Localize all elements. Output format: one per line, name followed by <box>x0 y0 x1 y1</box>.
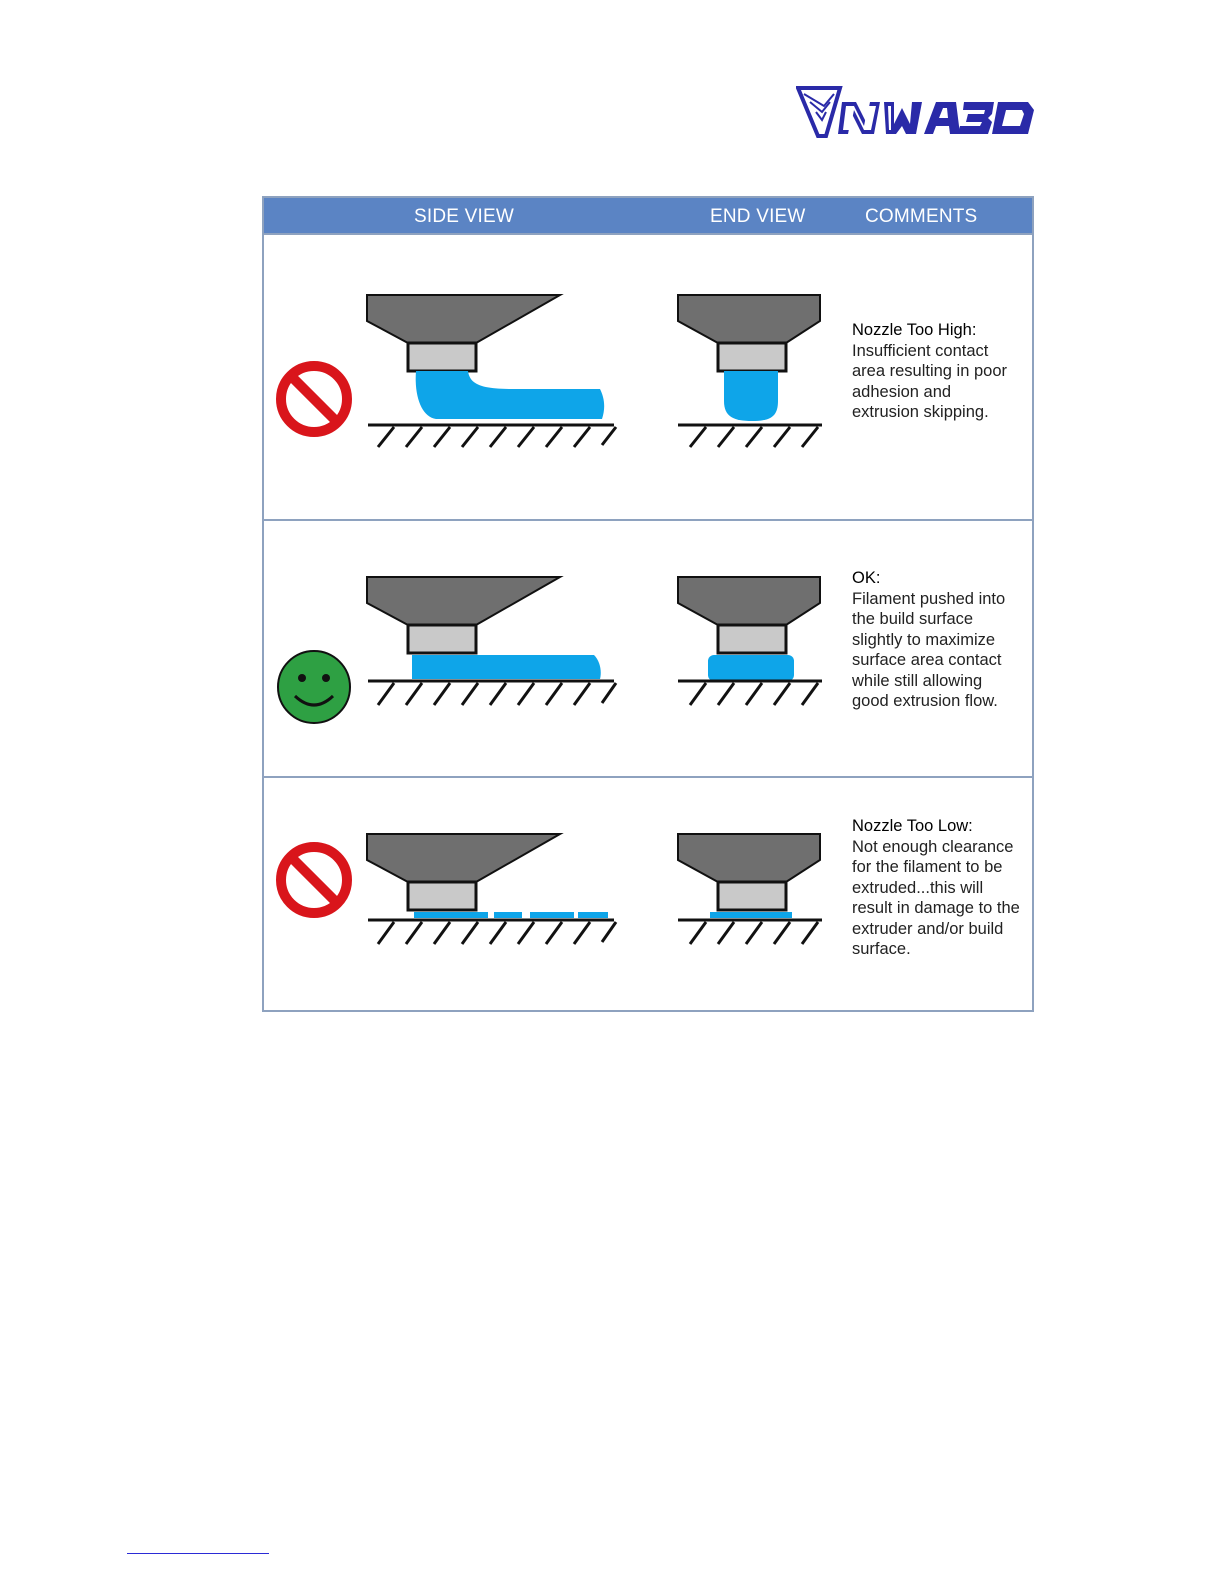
logo-mark-icon <box>796 84 1036 144</box>
header-comments: COMMENTS <box>865 206 978 227</box>
side-view-ok <box>364 575 618 733</box>
header-end-view: END VIEW <box>710 206 806 227</box>
header-side-view: SIDE VIEW <box>414 206 514 227</box>
table-row <box>264 521 1032 778</box>
comment-body: Insufficient contact area resulting in poor adhesion and extrusion skipping. <box>852 341 1008 421</box>
comment-nozzle-low <box>852 816 1022 960</box>
comment-title: Nozzle Too High: <box>852 321 977 339</box>
comment-body: Not enough clearance for the filament to be extruded...this will result in damage to the extruder and/or build surface. <box>852 837 1020 958</box>
table-row <box>264 235 1032 521</box>
end-view-nozzle-low <box>676 832 826 990</box>
prohibited-icon <box>275 841 353 919</box>
comment-title: Nozzle Too Low: <box>852 817 973 835</box>
smiley-icon <box>275 648 353 726</box>
side-view-nozzle-high <box>364 293 618 451</box>
table-row <box>264 778 1032 1010</box>
side-view-nozzle-low <box>364 832 618 990</box>
end-view-ok <box>676 575 826 733</box>
end-view-nozzle-high <box>676 293 826 451</box>
nwa3d-logo <box>796 84 1036 144</box>
table-header <box>264 198 1032 235</box>
footnote-separator <box>127 1553 269 1554</box>
prohibited-icon <box>275 360 353 438</box>
comment-title: OK: <box>852 569 881 587</box>
bed-leveling-table <box>262 196 1034 1012</box>
comment-nozzle-high <box>852 320 1022 423</box>
comment-ok <box>852 568 1022 712</box>
comment-body: Filament pushed into the build surface slightly to maximize surface area contact while still allowing good extrusion flow. <box>852 589 1006 710</box>
